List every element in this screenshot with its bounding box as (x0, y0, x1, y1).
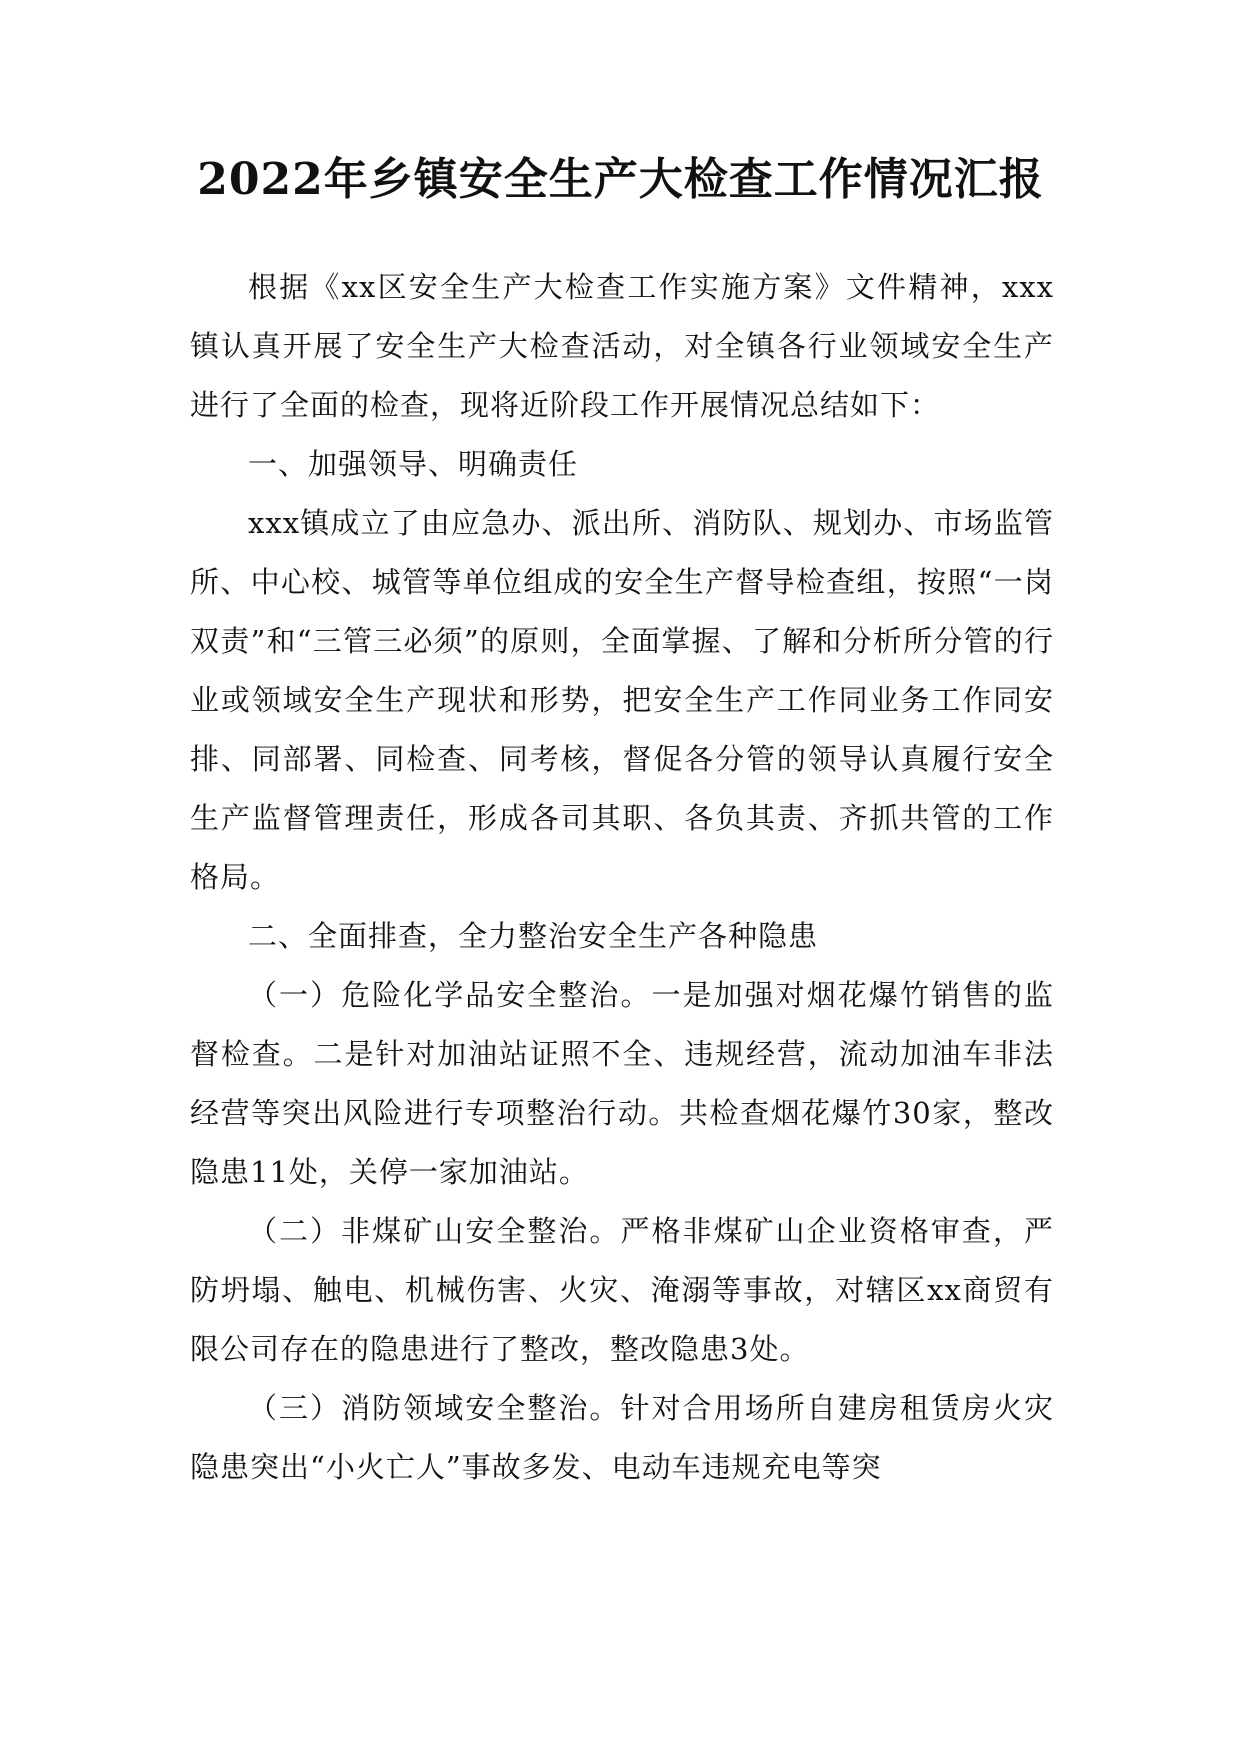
document-title: 2022年乡镇安全生产大检查工作情况汇报 (197, 154, 1044, 205)
paragraph-intro: 根据《xx区安全生产大检查工作实施方案》文件精神，xxx镇认真开展了安全生产大检查活动，对全镇各行业领域安全生产进行了全面的检查，现将近阶段工作开展情况总结如下： (190, 270, 1054, 422)
document-body (190, 258, 1054, 1497)
paragraph-leadership: xxx镇成立了由应急办、派出所、消防队、规划办、市场监管所、中心校、城管等单位组成的安全生产督导检查组，按照“一岗双责”和“三管三必须”的原则，全面掌握、了解和分析所分管的行业或领域安全生产现状和形势，把安全生产工作同业务工作同安排、同部署、同检查、同考核，督促各分管的领导认真履行安全生产监督管理责任，形成各司其职、各负其责、齐抓共管的工作格局。 (190, 506, 1054, 894)
section-heading-2: 二、全面排查，全力整治安全生产各种隐患 (248, 919, 819, 953)
paragraph-non-coal-mines: （二）非煤矿山安全整治。严格非煤矿山企业资格审查，严防坍塌、触电、机械伤害、火灾、淹溺等事故，对辖区xx商贸有限公司存在的隐患进行了整改，整改隐患3处。 (190, 1214, 1054, 1366)
paragraph-fire-safety: （三）消防领域安全整治。针对合用场所自建房租赁房火灾隐患突出“小火亡人”事故多发、电动车违规充电等突 (190, 1391, 1054, 1484)
paragraph-hazardous-chemicals: （一）危险化学品安全整治。一是加强对烟花爆竹销售的监督检查。二是针对加油站证照不全、违规经营，流动加油车非法经营等突出风险进行专项整治行动。共检查烟花爆竹30家，整改隐患11处，关停一家加油站。 (190, 978, 1054, 1189)
section-heading-1: 一、加强领导、明确责任 (248, 447, 579, 481)
